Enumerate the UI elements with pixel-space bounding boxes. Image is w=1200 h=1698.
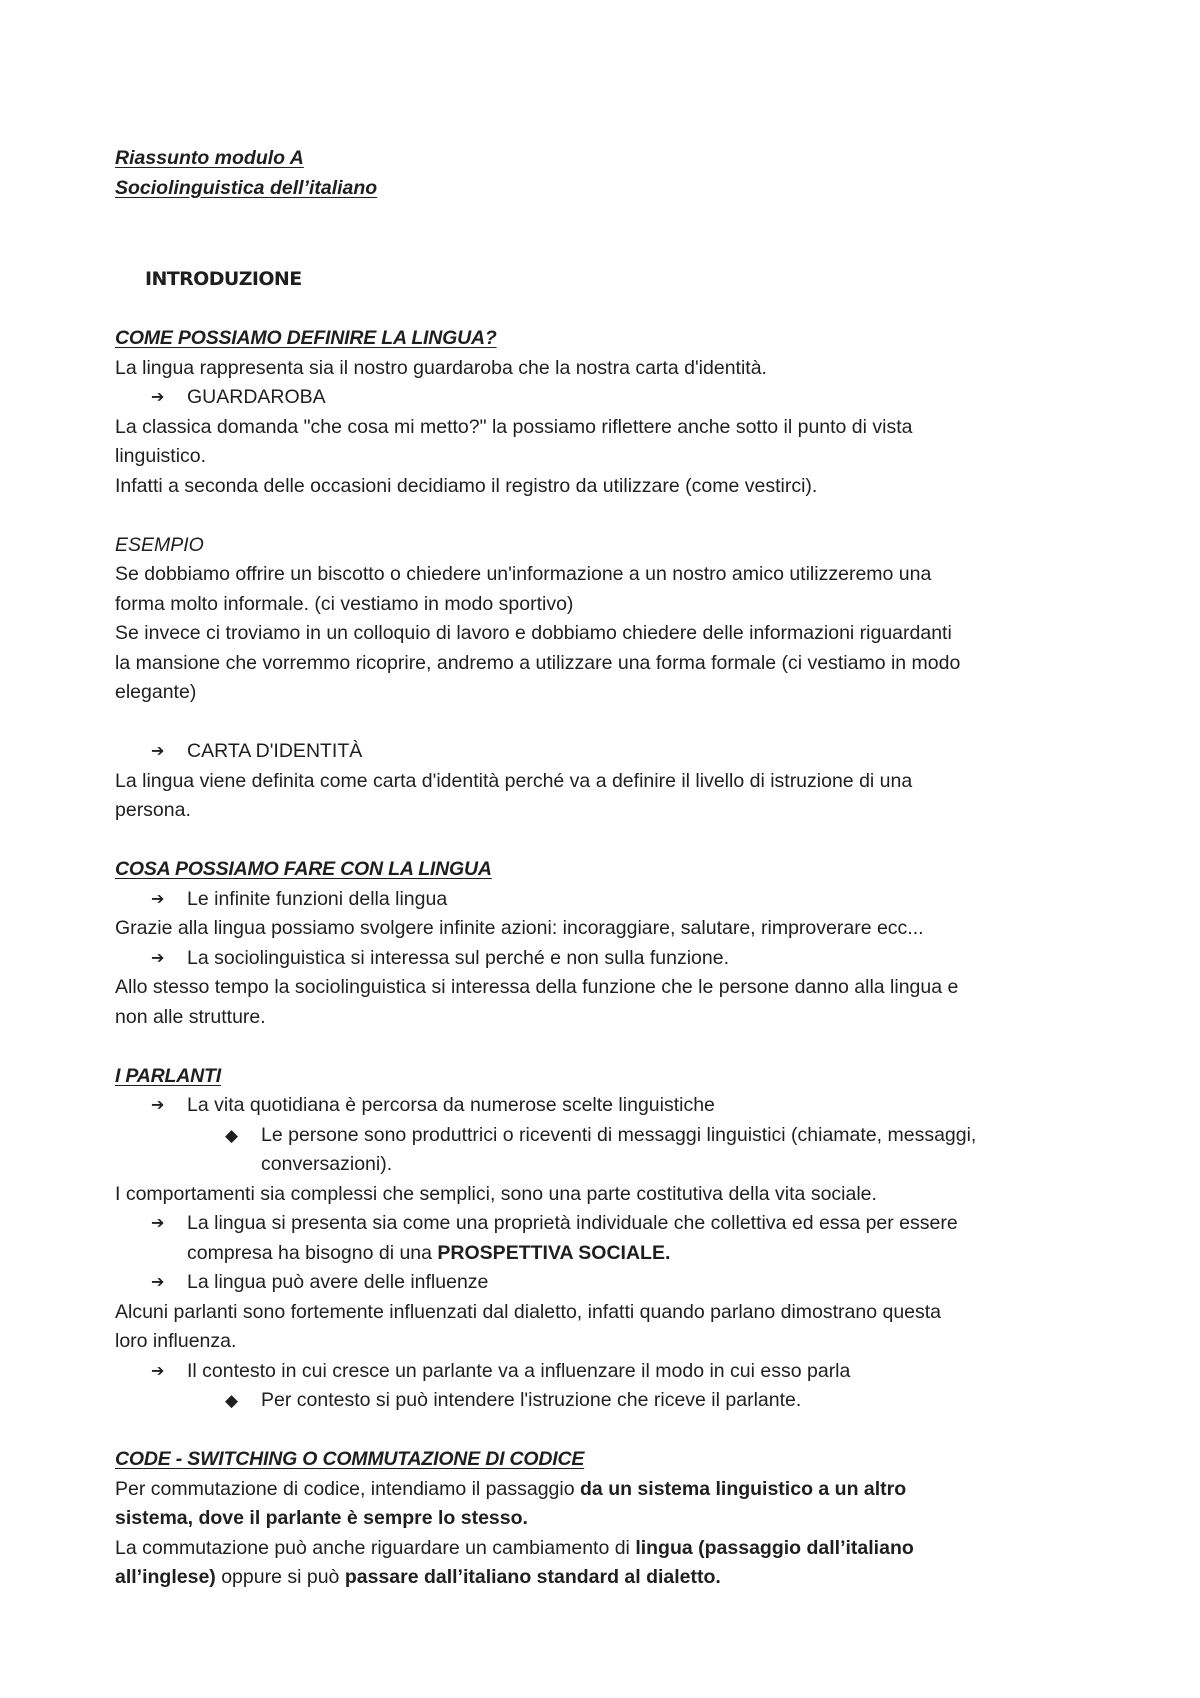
- bold-phrase: all’inglese): [115, 1566, 216, 1588]
- paragraph-line: Allo stesso tempo la sociolinguistica si interessa della funzione che le persone danno alla lingua e: [115, 976, 959, 998]
- bold-phrase: passare dall’italiano standard al dialetto.: [344, 1566, 721, 1588]
- paragraph-line: [115, 1563, 1100, 1593]
- bullet-text: Il contesto in cui cresce un parlante va a influenzare il modo in cui esso parla: [187, 1359, 851, 1382]
- spacer: [115, 1032, 1100, 1062]
- arrow-bullet-item: [115, 1209, 1100, 1268]
- paragraph-line: loro influenza.: [115, 1330, 237, 1352]
- spacer: [115, 708, 1100, 738]
- arrow-bullet-icon: ➔: [151, 389, 165, 406]
- arrow-bullet-item: [115, 1357, 1100, 1387]
- paragraph: Infatti a seconda delle occasioni decidiamo il registro da utilizzare (come vestirci).: [115, 474, 818, 497]
- bullet-text-line: Le persone sono produttrici o riceventi di messaggi linguistici (chiamate, messaggi,: [261, 1123, 977, 1146]
- example-label: ESEMPIO: [115, 533, 204, 556]
- arrow-bullet-icon: ➔: [151, 1362, 165, 1380]
- arrow-bullet-icon: ➔: [151, 1215, 165, 1232]
- paragraph-line: [115, 1475, 1100, 1505]
- bullet-text: Le infinite funzioni della lingua: [187, 887, 448, 910]
- paragraph-line: Alcuni parlanti sono fortemente influenzati dal dialetto, infatti quando parlano dimostrano questa: [115, 1300, 942, 1323]
- arrow-bullet-icon: ➔: [151, 1097, 165, 1114]
- bullet-text-line: compresa ha bisogno di una: [187, 1241, 438, 1264]
- paragraph-line: [115, 1534, 1100, 1564]
- paragraph-line: forma molto informale. (ci vestiamo in modo sportivo): [115, 592, 574, 615]
- bullet-text: GUARDAROBA: [187, 386, 326, 408]
- paragraph-line: linguistico.: [115, 445, 207, 467]
- intro-heading: INTRODUZIONE: [145, 268, 302, 290]
- diamond-bullet-icon: ◆: [225, 1125, 239, 1145]
- diamond-bullet-item: [115, 1121, 1100, 1180]
- bold-phrase: PROSPETTIVA SOCIALE.: [437, 1241, 671, 1264]
- bullet-text-line: conversazioni).: [261, 1153, 393, 1175]
- spacer: [115, 501, 1100, 531]
- document-page: [115, 144, 1100, 1593]
- section-heading-code-switching: CODE - SWITCHING O COMMUTAZIONE DI CODICE: [115, 1448, 585, 1470]
- arrow-bullet-item: [115, 1268, 1100, 1298]
- text-run: Per commutazione di codice, intendiamo il passaggio: [115, 1477, 581, 1500]
- bullet-text: La vita quotidiana è percorsa da numerose scelte linguistiche: [187, 1094, 715, 1116]
- spacer: [115, 826, 1100, 856]
- paragraph-line: la mansione che vorremmo ricoprire, andremo a utilizzare una forma formale (ci vestiamo in modo: [115, 651, 961, 674]
- spacer: [115, 203, 1100, 265]
- arrow-bullet-item: [115, 383, 1100, 413]
- paragraph: Grazie alla lingua possiamo svolgere infinite azioni: incoraggiare, salutare, rimproverare ecc...: [115, 917, 924, 939]
- arrow-bullet-icon: ➔: [151, 1274, 165, 1291]
- arrow-bullet-icon: ➔: [151, 743, 165, 760]
- paragraph-line: La lingua viene definita come carta d'identità perché va a definire il livello di istruzione di una: [115, 769, 913, 792]
- paragraph-line: La classica domanda "che cosa mi metto?" la possiamo riflettere anche sotto il punto di vista: [115, 415, 913, 438]
- bullet-text: [187, 1209, 1100, 1268]
- arrow-bullet-icon: ➔: [151, 890, 165, 908]
- section-heading-parlanti: I PARLANTI: [115, 1064, 221, 1087]
- text-run: La commutazione può anche riguardare un cambiamento di: [115, 1536, 636, 1559]
- bold-phrase: lingua (passaggio dall’italiano: [635, 1536, 914, 1559]
- bullet-text: CARTA D'IDENTITÀ: [187, 740, 363, 762]
- document-title-line-1: Riassunto modulo A: [115, 147, 304, 169]
- section-heading-definire: COME POSSIAMO DEFINIRE LA LINGUA?: [115, 327, 497, 349]
- arrow-bullet-item: [115, 944, 1100, 974]
- spacer: [115, 295, 1100, 325]
- diamond-bullet-item: [115, 1386, 1100, 1416]
- bullet-text: La sociolinguistica si interessa sul perché e non sulla funzione.: [187, 946, 729, 969]
- bold-phrase: da un sistema linguistico a un altro: [580, 1477, 907, 1500]
- bullet-text: Per contesto si può intendere l'istruzione che riceve il parlante.: [261, 1389, 802, 1411]
- paragraph-line: sistema, dove il parlante è sempre lo stesso.: [115, 1507, 528, 1529]
- bullet-text-line: La lingua si presenta sia come una proprietà individuale che collettiva ed essa per essere: [187, 1212, 958, 1234]
- text-run: oppure si può: [215, 1566, 345, 1588]
- diamond-bullet-icon: ◆: [225, 1391, 239, 1410]
- arrow-bullet-item: [115, 737, 1100, 767]
- arrow-bullet-item: [115, 885, 1100, 915]
- paragraph-line: non alle strutture.: [115, 1005, 266, 1028]
- paragraph-line: Se invece ci troviamo in un colloquio di lavoro e dobbiamo chiedere delle informazioni riguardanti: [115, 622, 952, 644]
- arrow-bullet-icon: ➔: [151, 949, 165, 967]
- section-heading-fare: COSA POSSIAMO FARE CON LA LINGUA: [115, 858, 492, 880]
- paragraph-line: Se dobbiamo offrire un biscotto o chiedere un'informazione a un nostro amico utilizzeremo una: [115, 563, 932, 585]
- spacer: [115, 1416, 1100, 1446]
- paragraph-line: elegante): [115, 681, 197, 703]
- arrow-bullet-item: [115, 1091, 1100, 1121]
- document-title-line-2: Sociolinguistica dell’italiano: [115, 176, 378, 199]
- paragraph: I comportamenti sia complessi che semplici, sono una parte costitutiva della vita sociale.: [115, 1182, 877, 1205]
- paragraph-line: persona.: [115, 799, 191, 821]
- paragraph: La lingua rappresenta sia il nostro guardaroba che la nostra carta d'identità.: [115, 356, 767, 379]
- bullet-text: [261, 1121, 1100, 1180]
- bullet-text: La lingua può avere delle influenze: [187, 1271, 489, 1293]
